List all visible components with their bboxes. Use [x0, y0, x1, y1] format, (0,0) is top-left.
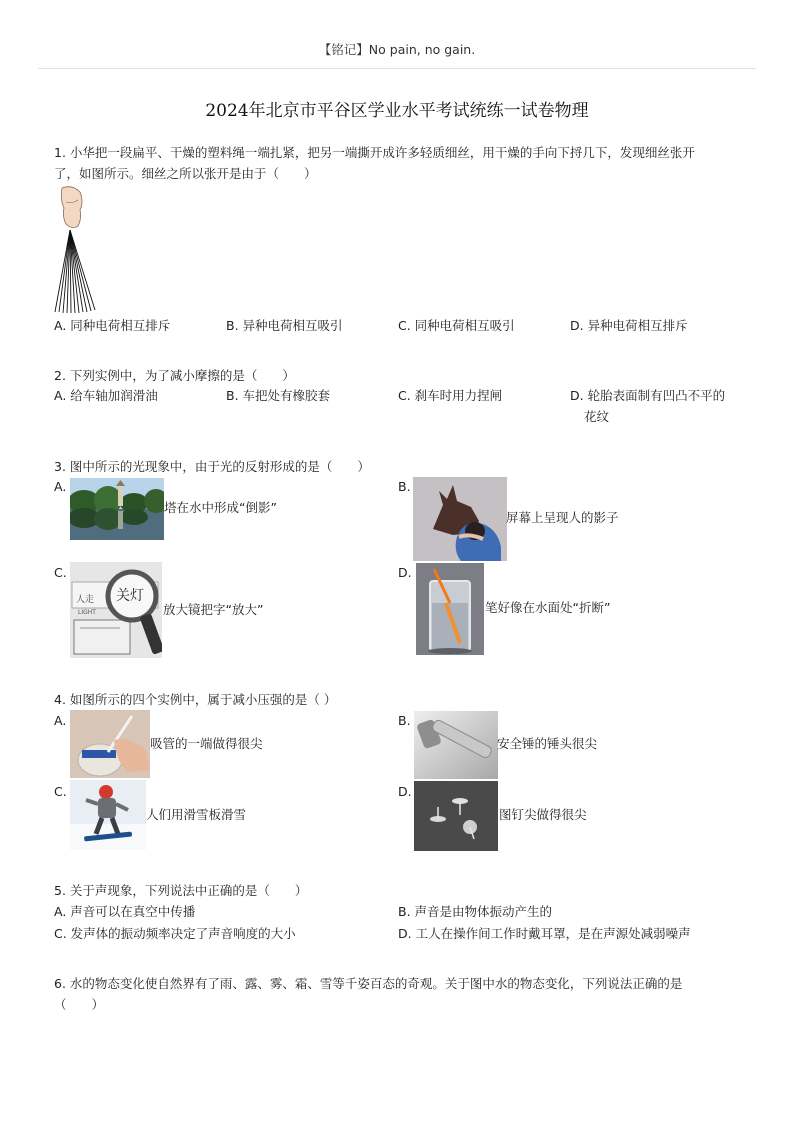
q1-stem-line2: 了，如图所示。细丝之所以张开是由于（ ）: [54, 166, 317, 181]
page-header-motto: 【铭记】No pain, no gain.: [318, 42, 476, 57]
q4-safety-hammer-image: [414, 711, 498, 779]
q3-magnifier-sign-small: 人走: [76, 595, 95, 605]
q2-stem: 2. 下列实例中，为了减小摩擦的是（ ）: [54, 368, 295, 383]
q4-straw-image: [70, 710, 150, 778]
page-title: 2024年北京市平谷区学业水平考试统练一试卷物理: [205, 101, 589, 121]
q5-option-a: A. 声音可以在真空中传播: [54, 904, 196, 919]
q5-option-c: C. 发声体的振动频率决定了声音响度的大小: [54, 926, 296, 941]
q1-option-c: C. 同种电荷相互吸引: [398, 318, 515, 333]
q2-option-c: C. 刹车时用力捏闸: [398, 388, 503, 403]
q5-stem: 5. 关于声现象，下列说法中正确的是（ ）: [54, 883, 308, 898]
q4-option-b-text: 安全锤的锤头很尖: [497, 736, 598, 751]
q3-option-d-text: 笔好像在水面处“折断”: [485, 600, 611, 615]
q2-option-a: A. 给车轴加润滑油: [54, 388, 158, 403]
q3-option-a-text: 塔在水中形成“倒影”: [164, 500, 277, 515]
q4-option-a-text: 吸管的一端做得很尖: [150, 736, 263, 751]
q3-magnifier-image: [70, 562, 162, 658]
q3-option-d-label: D.: [398, 565, 412, 580]
q1-option-d: D. 异种电荷相互排斥: [570, 318, 688, 333]
q5-option-d: D. 工人在操作间工作时戴耳罩，是在声源处减弱噪声: [398, 926, 691, 941]
q3-magnifier-sign-english: LIGHT: [78, 609, 96, 616]
q3-option-c-text: 放大镜把字“放大”: [163, 602, 264, 617]
q4-stem: 4. 如图所示的四个实例中，属于减小压强的是（ ）: [54, 692, 337, 707]
q1-option-a: A. 同种电荷相互排斥: [54, 318, 171, 333]
q3-option-a-label: A.: [54, 479, 67, 494]
q3-pagoda-reflection-image: [70, 478, 164, 540]
q2-option-b: B. 车把处有橡胶套: [226, 388, 331, 403]
q4-option-d-text: 图钉尖做得很尖: [499, 807, 587, 822]
q3-option-b-text: 屏幕上呈现人的影子: [506, 510, 619, 525]
q4-option-c-label: C.: [54, 784, 67, 799]
q3-option-c-label: C.: [54, 565, 67, 580]
q1-stem-line1: 1. 小华把一段扁平、干燥的塑料绳一端扎紧，把另一端撕开成许多轻质细丝，用干燥的手向下捋几下，发现细丝张开: [54, 145, 695, 160]
q4-thumbtack-image: [414, 781, 498, 851]
q3-option-b-label: B.: [398, 479, 411, 494]
q2-option-d-line1: D. 轮胎表面制有凹凸不平的: [570, 388, 726, 403]
q1-plastic-strings-image: [52, 184, 102, 316]
q2-option-d-line2: 花纹: [584, 409, 610, 424]
q6-stem-line2: （ ）: [54, 997, 105, 1012]
q4-option-c-text: 人们用滑雪板滑雪: [146, 807, 247, 822]
q4-option-b-label: B.: [398, 713, 411, 728]
q4-option-d-label: D.: [398, 784, 412, 799]
header-divider: [38, 68, 756, 69]
q3-stem: 3. 图中所示的光现象中，由于光的反射形成的是（ ）: [54, 459, 370, 474]
q1-option-b: B. 异种电荷相互吸引: [226, 318, 343, 333]
q4-option-a-label: A.: [54, 713, 67, 728]
q4-snowboard-image: [70, 780, 146, 850]
q6-stem-line1: 6. 水的物态变化使自然界有了雨、露、雾、霜、雪等千姿百态的奇观。关于图中水的物态变化，下列说法正确的是: [54, 976, 683, 991]
q3-shadow-puppet-image: [413, 477, 507, 561]
q5-option-b: B. 声音是由物体振动产生的: [398, 904, 553, 919]
q3-magnifier-sign-large: 关灯: [116, 588, 144, 604]
q3-pencil-glass-image: [416, 563, 484, 655]
